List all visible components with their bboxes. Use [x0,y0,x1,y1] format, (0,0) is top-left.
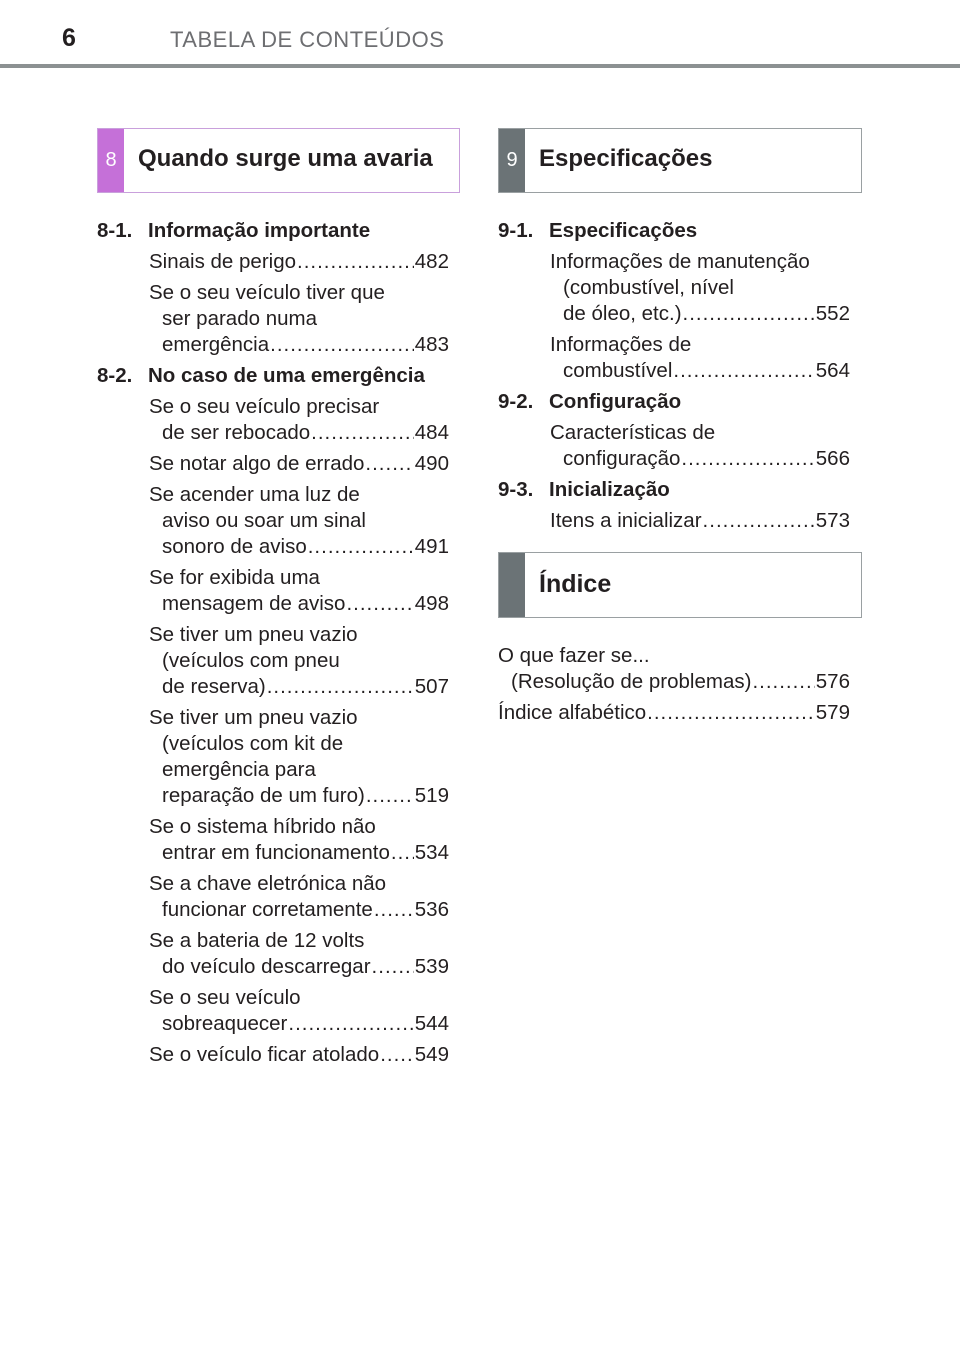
entry-text: Se o veículo ficar atolado [149,1043,380,1066]
entry-text: Sinais de perigo [149,250,297,273]
leader-dots [683,301,815,327]
toc-entry [149,705,449,809]
entry-line: emergência para [162,758,316,781]
entry-last-line [149,897,449,923]
chapter-title: Índice [539,570,612,598]
toc-entry [149,814,449,866]
entry-last-line [149,954,449,980]
leader-dots [311,420,414,446]
leader-dots [681,446,814,472]
entry-line: Se o seu veículo tiver que [149,281,385,304]
leader-dots [270,332,414,358]
page-ref: 519 [414,784,449,807]
leader-dots [673,358,814,384]
page-ref: 507 [414,675,449,698]
entry-text: de óleo, etc.) [563,302,682,325]
toc-entry [149,1042,449,1068]
entry-line: Características de [550,421,716,444]
entry-last-line [550,446,850,472]
leader-dots [346,591,413,617]
toc-index-list [498,643,850,731]
page-ref: 484 [414,421,449,444]
toc-entry [550,332,850,384]
entry-text: configuração [563,447,681,470]
entry-last-line [550,358,850,384]
entry-text: Itens a inicializar [550,509,702,532]
section-number: 8-2. [97,364,133,387]
entry-last-line [149,783,449,809]
entry-text: reparação de um furo) [162,784,365,807]
leader-dots [297,249,414,275]
toc-entry [149,928,449,980]
section-heading [97,363,449,389]
chapter-number: 9 [499,129,525,192]
toc-entry [149,482,449,560]
page-ref: 490 [414,452,449,475]
page-ref: 549 [414,1043,449,1066]
entry-last-line [149,1011,449,1037]
leader-dots [366,783,414,809]
section-number: 9-1. [498,219,534,242]
toc-entry [149,622,449,700]
section-title: Inicialização [549,478,670,501]
leader-dots [365,451,413,477]
entry-last-line [498,669,850,695]
entry-text: funcionar corretamente [162,898,373,921]
entry-text: de reserva) [162,675,266,698]
section-number: 9-2. [498,390,534,413]
toc-entry [498,643,850,695]
entry-line: Se tiver um pneu vazio [149,623,358,646]
leader-dots [374,897,414,923]
section-heading [498,218,850,244]
entry-line: Informações de [550,333,692,356]
entry-line: Se o sistema híbrido não [149,815,376,838]
entry-last-line [149,591,449,617]
entry-last-line [149,674,449,700]
toc-entry [550,249,850,327]
section-title: Informação importante [148,219,371,242]
leader-dots [267,674,414,700]
entry-line: Se acender uma luz de [149,483,360,506]
entry-last-line [149,451,449,477]
page-ref: 539 [414,955,449,978]
entry-text: sobreaquecer [162,1012,288,1035]
toc-entry [149,451,449,477]
entry-text: combustível [563,359,673,382]
chapter-number: 8 [98,129,124,192]
toc-entry [149,871,449,923]
leader-dots [647,700,815,726]
leader-dots [380,1042,414,1068]
leader-dots [703,508,815,534]
page-header [0,0,960,68]
section-number: 8-1. [97,219,133,242]
page-ref: 536 [414,898,449,921]
page-ref: 579 [815,701,850,724]
toc-entry [149,249,449,275]
entry-line: Se for exibida uma [149,566,320,589]
entry-line: Se o seu veículo precisar [149,395,380,418]
entry-line: Informações de manutenção [550,250,810,273]
entry-line: O que fazer se... [498,644,650,667]
toc-column-left [97,218,449,1073]
entry-text: mensagem de aviso [162,592,346,615]
leader-dots [391,840,414,866]
leader-dots [372,954,414,980]
header-title: TABELA DE CONTEÚDOS [170,27,445,52]
toc-entry [149,565,449,617]
entry-last-line [149,249,449,275]
entry-line: (veículos com kit de [162,732,344,755]
entry-line: (veículos com pneu [162,649,340,672]
toc-entry [149,280,449,358]
chapter-tab-9 [498,128,862,193]
entry-text: emergência [162,333,270,356]
entry-text: entrar em funcionamento [162,841,390,864]
entry-last-line [149,332,449,358]
entry-line: ser parado numa [162,307,317,330]
page-ref: 482 [414,250,449,273]
page-ref: 483 [414,333,449,356]
section-title: Especificações [549,219,698,242]
entry-line: Se o seu veículo [149,986,301,1009]
entry-line: (combustível, nível [563,276,734,299]
toc-entry [149,985,449,1037]
header-rule [0,64,960,68]
entry-line: Se a bateria de 12 volts [149,929,365,952]
entry-line: Se tiver um pneu vazio [149,706,358,729]
entry-last-line [550,301,850,327]
section-title: Configuração [549,390,682,413]
section-heading [97,218,449,244]
page-number: 6 [62,24,76,52]
toc-entry [550,420,850,472]
section-heading [498,389,850,415]
chapter-tab-index [498,552,862,618]
entry-text: Índice alfabético [498,701,647,724]
entry-text: (Resolução de problemas) [511,670,752,693]
chapter-title: Quando surge uma avaria [138,145,433,172]
entry-last-line [149,840,449,866]
leader-dots [752,669,814,695]
page-ref: 544 [414,1012,449,1035]
entry-last-line [498,700,850,726]
page-ref: 552 [815,302,850,325]
page-ref: 576 [815,670,850,693]
entry-line: aviso ou soar um sinal [162,509,366,532]
toc-entry [498,700,850,726]
section-heading [498,477,850,503]
section-number: 9-3. [498,478,534,501]
leader-dots [288,1011,413,1037]
toc-column-right [498,218,850,539]
entry-text: de ser rebocado [162,421,311,444]
chapter-title: Especificações [539,145,713,172]
page-ref: 564 [815,359,850,382]
toc-entry [550,508,850,534]
page-ref: 566 [815,447,850,470]
entry-text: sonoro de aviso [162,535,307,558]
entry-text: do veículo descarregar [162,955,371,978]
entry-last-line [149,420,449,446]
page-ref: 534 [414,841,449,864]
entry-line: Se a chave eletrónica não [149,872,387,895]
chapter-number [499,553,525,617]
entry-last-line [550,508,850,534]
page-ref: 491 [414,535,449,558]
page-ref: 573 [815,509,850,532]
toc-entry [149,394,449,446]
chapter-tab-8 [97,128,460,193]
entry-text: Se notar algo de errado [149,452,365,475]
leader-dots [308,534,414,560]
page-ref: 498 [414,592,449,615]
entry-last-line [149,1042,449,1068]
entry-last-line [149,534,449,560]
section-title: No caso de uma emergência [148,364,425,387]
